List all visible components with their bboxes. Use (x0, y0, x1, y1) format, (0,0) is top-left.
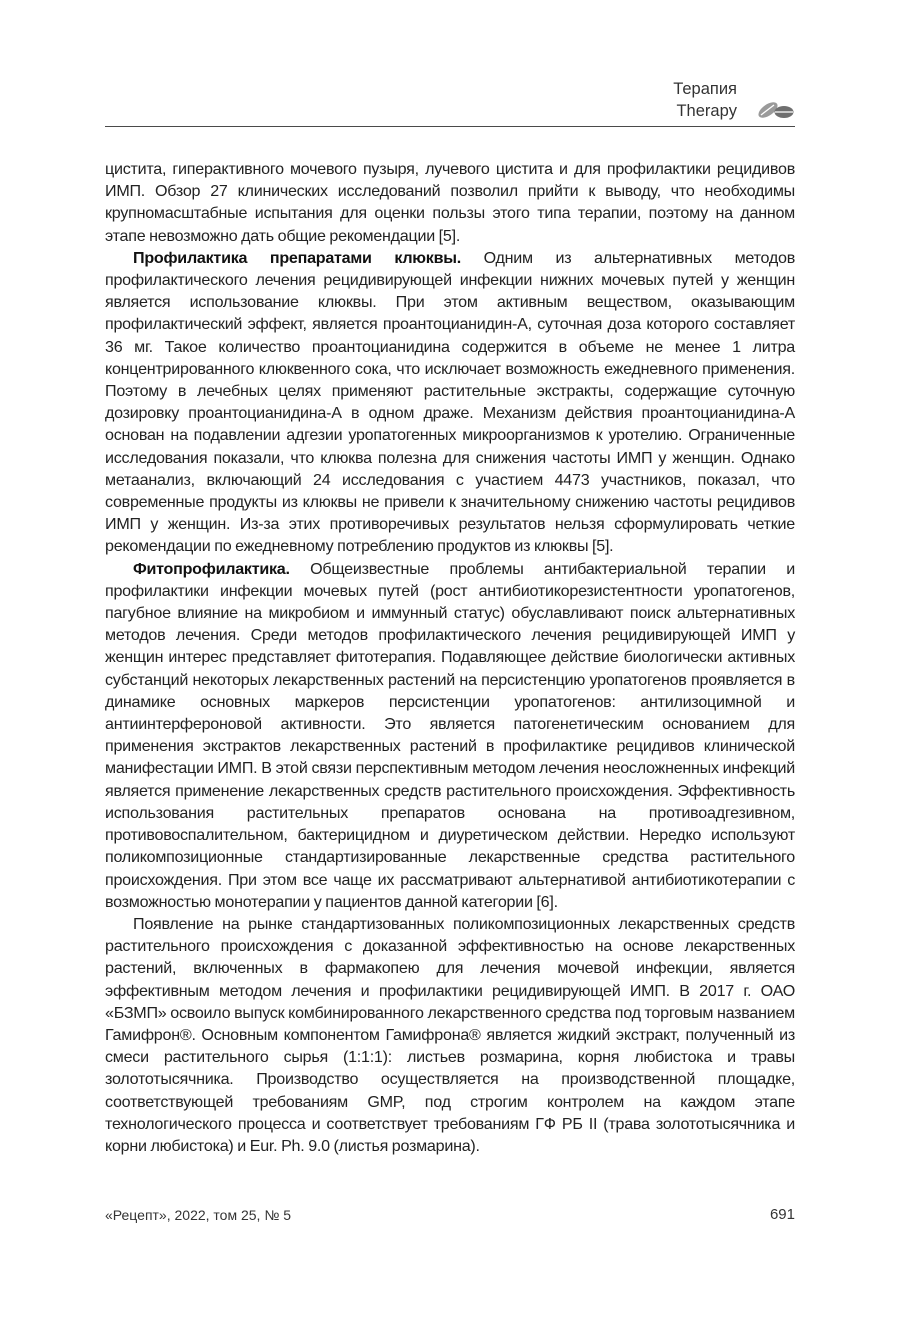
section-title-en: Therapy (676, 102, 737, 120)
paragraph-cystitis-continuation: цистита, гиперактивного мочевого пузыря, лучевого цистита и для профилактики рецидивов ИМП. Обзор 27 клинических исследований позволил прийти к выводу, что необходимы крупномасштабные испытания для оценки пользы этого типа терапии, поэтому на данном этапе невозможно дать общие рекомендации [5]. (105, 160, 795, 245)
paragraph-cranberry (105, 247, 795, 558)
section-title-ru: Терапия (673, 80, 737, 98)
paragraph-phytoprophylaxis-text: Общеизвестные проблемы антибактериальной терапии и профилактики инфекции мочевых путей (рост антибиотикорезистентности уропатогенов, пагубное влияние на микробиом и иммунный статус) обуславливают поиск альтернативных методов лечения. Среди методов профилактического лечения рецидивирующей ИМП у женщин интерес представляет фитотерапия. Подавляющее действие биологически активных субстанций некоторых лекарственных растений на персистенцию уропатогенов проявляется в динамике основных маркеров персистенции уропатогенов: антилизоцимной и антиинтерфероновой активности. Это является патогенетическим основанием для применения экстрактов лекарственных растений в профилактике рецидивов клинической манифестации ИМП. В этой связи перспективным методом лечения неосложненных инфекций является применение лекарственных средств растительного происхождения. Эффективность использования растительных препаратов основана на противоадгезивном, противовоспалительном, бактерицидном и диуретическом действии. Нередко используют поликомпозиционные стандартизированные лекарственные средства растительного происхождения. При этом все чаще их рассматривают альтернативой антибиотикотерапии с возможностью монотерапии у пациентов данной категории [6]. (105, 559, 795, 911)
page-number: 691 (769, 1206, 795, 1223)
heading-cranberry-prophylaxis: Профилактика препаратами клюквы. (133, 248, 461, 267)
paragraph-phytoprophylaxis (105, 558, 795, 913)
paragraph-gamifron: Появление на рынке стандартизованных поликомпозиционных лекарственных средств растительного происхождения с доказанной эффективностью на основе лекарственных растений, включенных в фармакопею для лечения мочевой инфекции, является эффективным методом лечения и профилактики рецидивирующей ИМП. В 2017 г. ОАО «БЗМП» освоило выпуск комбинированного лекарственного средства под торговым названием Гамифрон®. Основным компонентом Гамифрона® является жидкий экстракт, полученный из смеси растительного сырья (1:1:1): листьев розмарина, корня любистока и травы золототысячника. Производство осуществляется на производственной площадке, соответствующей требованиям GMP, под строгим контролем на каждом этапе технологического процесса и соответствует требованиям ГФ РБ II (трава золототысячника и корни любистока) и Eur. Ph. 9.0 (листья розмарина). (105, 914, 795, 1155)
paragraph-cranberry-text: Одним из альтернативных методов профилактического лечения рецидивирующей инфекции нижних мочевых путей у женщин является использование клюквы. При этом активным веществом, оказывающим профилактический эффект, является проантоцианидин-А, суточная доза которого составляет 36 мг. Такое количество проантоцианидина содержится в объеме не менее 1 литра концентрированного клюквенного сока, что исключает возможность ежедневного применения. Поэтому в лечебных целях применяют растительные экстракты, содержащие суточную дозировку проантоцианидина-А в одном драже. Механизм действия проантоцианидина-А основан на подавлении адгезии уропатогенных микроорганизмов к уротелию. Ограниченные исследования показали, что клюква полезна для снижения частоты ИМП у женщин. Однако метаанализ, включающий 24 исследования с участием 4473 участников, показал, что современные продукты из клюквы не привели к значительному снижению частоты рецидивов ИМП у женщин. Из-за этих противоречивых результатов нельзя сформулировать четкие рекомендации по ежедневному потреблению продуктов из клюквы [5]. (105, 248, 795, 556)
heading-phytoprophylaxis: Фитопрофилактика. (133, 559, 290, 578)
pills-icon (755, 100, 795, 120)
header-section-label (673, 78, 737, 122)
article-body (105, 158, 795, 1157)
journal-citation: «Рецепт», 2022, том 25, № 5 (105, 1207, 292, 1223)
running-header (105, 76, 795, 127)
